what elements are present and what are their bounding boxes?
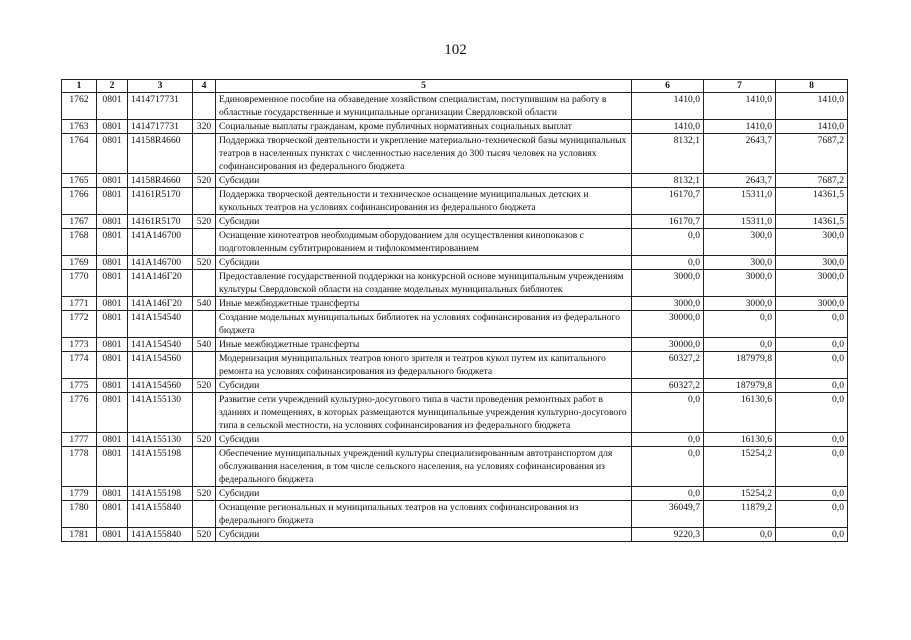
amount-col-8: 0,0 [776, 501, 848, 528]
row-number: 1763 [62, 120, 97, 134]
amount-col-8: 0,0 [776, 379, 848, 393]
row-number: 1771 [62, 297, 97, 311]
section-code: 0801 [97, 338, 128, 352]
row-number: 1774 [62, 352, 97, 379]
amount-col-8: 0,0 [776, 447, 848, 487]
expense-type-code: 540 [193, 338, 216, 352]
amount-col-7: 187979,8 [704, 352, 776, 379]
item-name: Поддержка творческой деятельности и укрепление материально-технической базы муниципальных театров в населенных пунктах с численностью населения до 300 тысяч человек на условиях софинансирования из федерального бюджета [216, 134, 632, 174]
page-number: 102 [444, 42, 467, 58]
table-row [62, 297, 848, 311]
table-row [62, 120, 848, 134]
amount-col-7: 1410,0 [704, 120, 776, 134]
target-article-code: 141A146Г20 [128, 297, 193, 311]
table-row [62, 352, 848, 379]
item-name: Создание модельных муниципальных библиотек на условиях софинансирования из федерального бюджета [216, 311, 632, 338]
row-number: 1772 [62, 311, 97, 338]
table-row [62, 134, 848, 174]
item-name: Модернизация муниципальных театров юного зрителя и театров кукол путем их капитального ремонта на условиях софинансирования из федерального бюджета [216, 352, 632, 379]
amount-col-6: 16170,7 [632, 188, 704, 215]
amount-col-6: 3000,0 [632, 297, 704, 311]
expense-type-code [193, 352, 216, 379]
row-number: 1776 [62, 393, 97, 433]
amount-col-6: 0,0 [632, 256, 704, 270]
amount-col-8: 300,0 [776, 256, 848, 270]
table-header-row [62, 80, 848, 93]
amount-col-7: 11879,2 [704, 501, 776, 528]
table-row [62, 393, 848, 433]
expense-type-code [193, 311, 216, 338]
table-row [62, 270, 848, 297]
row-number: 1781 [62, 528, 97, 542]
row-number: 1767 [62, 215, 97, 229]
item-name: Единовременное пособие на обзаведение хозяйством специалистам, поступившим на работу в областные государственные и муниципальные организации Свердловской области [216, 93, 632, 120]
amount-col-8: 7687,2 [776, 174, 848, 188]
amount-col-8: 7687,2 [776, 134, 848, 174]
section-code: 0801 [97, 379, 128, 393]
section-code: 0801 [97, 501, 128, 528]
item-name: Оснащение кинотеатров необходимым оборудованием для осуществления кинопоказов с подготовленным субтитрированием и тифлокомментированием [216, 229, 632, 256]
amount-col-6: 8132,1 [632, 134, 704, 174]
expense-type-code: 520 [193, 174, 216, 188]
amount-col-8: 0,0 [776, 433, 848, 447]
amount-col-8: 300,0 [776, 229, 848, 256]
amount-col-7: 0,0 [704, 528, 776, 542]
target-article-code: 141A146Г20 [128, 270, 193, 297]
amount-col-6: 8132,1 [632, 174, 704, 188]
section-code: 0801 [97, 188, 128, 215]
row-number: 1768 [62, 229, 97, 256]
table-row [62, 174, 848, 188]
target-article-code: 141A154560 [128, 352, 193, 379]
table-row [62, 311, 848, 338]
section-code: 0801 [97, 311, 128, 338]
target-article-code: 141A155840 [128, 501, 193, 528]
amount-col-6: 0,0 [632, 487, 704, 501]
expense-type-code [193, 134, 216, 174]
amount-col-7: 15311,0 [704, 188, 776, 215]
row-number: 1769 [62, 256, 97, 270]
item-name: Социальные выплаты гражданам, кроме публичных нормативных социальных выплат [216, 120, 632, 134]
col-header-5: 5 [216, 80, 632, 93]
expense-type-code [193, 93, 216, 120]
section-code: 0801 [97, 256, 128, 270]
target-article-code: 141A155130 [128, 433, 193, 447]
table-row [62, 379, 848, 393]
table-row [62, 215, 848, 229]
expense-type-code [193, 188, 216, 215]
amount-col-7: 187979,8 [704, 379, 776, 393]
target-article-code: 141A155130 [128, 393, 193, 433]
table-row [62, 433, 848, 447]
expense-type-code [193, 270, 216, 297]
section-code: 0801 [97, 93, 128, 120]
amount-col-8: 1410,0 [776, 93, 848, 120]
item-name: Поддержка творческой деятельности и техническое оснащение муниципальных детских и кукольных театров на условиях софинансирования из федерального бюджета [216, 188, 632, 215]
amount-col-6: 0,0 [632, 229, 704, 256]
target-article-code: 141A154540 [128, 311, 193, 338]
amount-col-8: 0,0 [776, 393, 848, 433]
target-article-code: 141A146700 [128, 256, 193, 270]
table-row [62, 447, 848, 487]
amount-col-6: 0,0 [632, 433, 704, 447]
amount-col-8: 0,0 [776, 352, 848, 379]
amount-col-6: 3000,0 [632, 270, 704, 297]
amount-col-7: 16130,6 [704, 433, 776, 447]
col-header-4: 4 [193, 80, 216, 93]
item-name: Субсидии [216, 433, 632, 447]
row-number: 1779 [62, 487, 97, 501]
expense-type-code: 520 [193, 256, 216, 270]
amount-col-6: 0,0 [632, 393, 704, 433]
amount-col-8: 14361,5 [776, 188, 848, 215]
row-number: 1762 [62, 93, 97, 120]
section-code: 0801 [97, 229, 128, 256]
amount-col-6: 30000,0 [632, 338, 704, 352]
row-number: 1765 [62, 174, 97, 188]
amount-col-6: 60327,2 [632, 379, 704, 393]
section-code: 0801 [97, 447, 128, 487]
item-name: Развитие сети учреждений культурно-досугового типа в части проведения ремонтных работ в зданиях и помещениях, в которых размещаются муниципальные учреждения культурно-досугового типа в сельской местности, на условиях софинансирования из федерального бюджета [216, 393, 632, 433]
section-code: 0801 [97, 487, 128, 501]
amount-col-7: 2643,7 [704, 134, 776, 174]
target-article-code: 141A155198 [128, 487, 193, 501]
amount-col-7: 16130,6 [704, 393, 776, 433]
target-article-code: 141A155840 [128, 528, 193, 542]
table-row [62, 528, 848, 542]
amount-col-7: 15254,2 [704, 447, 776, 487]
amount-col-6: 60327,2 [632, 352, 704, 379]
amount-col-8: 0,0 [776, 528, 848, 542]
item-name: Иные межбюджетные трансферты [216, 297, 632, 311]
amount-col-7: 0,0 [704, 311, 776, 338]
expense-type-code: 540 [193, 297, 216, 311]
item-name: Субсидии [216, 174, 632, 188]
amount-col-8: 3000,0 [776, 270, 848, 297]
col-header-8: 8 [776, 80, 848, 93]
section-code: 0801 [97, 352, 128, 379]
item-name: Предоставление государственной поддержки на конкурсной основе муниципальным учреждениям культуры Свердловской области на создание модельных муниципальных библиотек [216, 270, 632, 297]
row-number: 1775 [62, 379, 97, 393]
item-name: Субсидии [216, 379, 632, 393]
row-number: 1766 [62, 188, 97, 215]
target-article-code: 14158R4660 [128, 174, 193, 188]
expense-type-code: 520 [193, 528, 216, 542]
row-number: 1780 [62, 501, 97, 528]
amount-col-7: 0,0 [704, 338, 776, 352]
amount-col-6: 0,0 [632, 447, 704, 487]
amount-col-6: 16170,7 [632, 215, 704, 229]
expense-type-code [193, 393, 216, 433]
amount-col-7: 300,0 [704, 256, 776, 270]
table-row [62, 256, 848, 270]
target-article-code: 1414717731 [128, 93, 193, 120]
section-code: 0801 [97, 215, 128, 229]
target-article-code: 141A146700 [128, 229, 193, 256]
target-article-code: 141A155198 [128, 447, 193, 487]
target-article-code: 141A154540 [128, 338, 193, 352]
amount-col-6: 1410,0 [632, 120, 704, 134]
amount-col-6: 30000,0 [632, 311, 704, 338]
section-code: 0801 [97, 134, 128, 174]
amount-col-6: 36049,7 [632, 501, 704, 528]
amount-col-7: 300,0 [704, 229, 776, 256]
amount-col-8: 0,0 [776, 338, 848, 352]
row-number: 1778 [62, 447, 97, 487]
amount-col-6: 1410,0 [632, 93, 704, 120]
section-code: 0801 [97, 270, 128, 297]
expense-type-code: 520 [193, 379, 216, 393]
amount-col-7: 3000,0 [704, 297, 776, 311]
expense-type-code: 520 [193, 487, 216, 501]
amount-col-8: 14361,5 [776, 215, 848, 229]
expense-type-code [193, 229, 216, 256]
item-name: Субсидии [216, 528, 632, 542]
amount-col-7: 1410,0 [704, 93, 776, 120]
table-row [62, 229, 848, 256]
section-code: 0801 [97, 174, 128, 188]
item-name: Субсидии [216, 487, 632, 501]
table-row [62, 487, 848, 501]
row-number: 1770 [62, 270, 97, 297]
amount-col-8: 0,0 [776, 487, 848, 501]
budget-table [61, 79, 848, 542]
target-article-code: 1414717731 [128, 120, 193, 134]
target-article-code: 141A154560 [128, 379, 193, 393]
col-header-1: 1 [62, 80, 97, 93]
col-header-2: 2 [97, 80, 128, 93]
section-code: 0801 [97, 528, 128, 542]
amount-col-8: 0,0 [776, 311, 848, 338]
amount-col-7: 3000,0 [704, 270, 776, 297]
row-number: 1777 [62, 433, 97, 447]
section-code: 0801 [97, 433, 128, 447]
table-row [62, 501, 848, 528]
table-row [62, 93, 848, 120]
amount-col-6: 9220,3 [632, 528, 704, 542]
table-row [62, 338, 848, 352]
table-body [62, 93, 848, 542]
expense-type-code: 520 [193, 215, 216, 229]
item-name: Оснащение региональных и муниципальных театров на условиях софинансирования из федерального бюджета [216, 501, 632, 528]
target-article-code: 14161R5170 [128, 188, 193, 215]
item-name: Субсидии [216, 215, 632, 229]
amount-col-8: 1410,0 [776, 120, 848, 134]
section-code: 0801 [97, 393, 128, 433]
item-name: Иные межбюджетные трансферты [216, 338, 632, 352]
item-name: Обеспечение муниципальных учреждений культуры специализированным автотранспортом для обслуживания населения, в том числе сельского населения, на условиях софинансирования из федерального бюджета [216, 447, 632, 487]
target-article-code: 14158R4660 [128, 134, 193, 174]
target-article-code: 14161R5170 [128, 215, 193, 229]
table-row [62, 188, 848, 215]
section-code: 0801 [97, 297, 128, 311]
col-header-3: 3 [128, 80, 193, 93]
amount-col-7: 2643,7 [704, 174, 776, 188]
expense-type-code [193, 447, 216, 487]
amount-col-7: 15254,2 [704, 487, 776, 501]
amount-col-8: 3000,0 [776, 297, 848, 311]
expense-type-code: 520 [193, 433, 216, 447]
col-header-7: 7 [704, 80, 776, 93]
row-number: 1764 [62, 134, 97, 174]
row-number: 1773 [62, 338, 97, 352]
amount-col-7: 15311,0 [704, 215, 776, 229]
expense-type-code [193, 501, 216, 528]
section-code: 0801 [97, 120, 128, 134]
item-name: Субсидии [216, 256, 632, 270]
expense-type-code: 320 [193, 120, 216, 134]
col-header-6: 6 [632, 80, 704, 93]
